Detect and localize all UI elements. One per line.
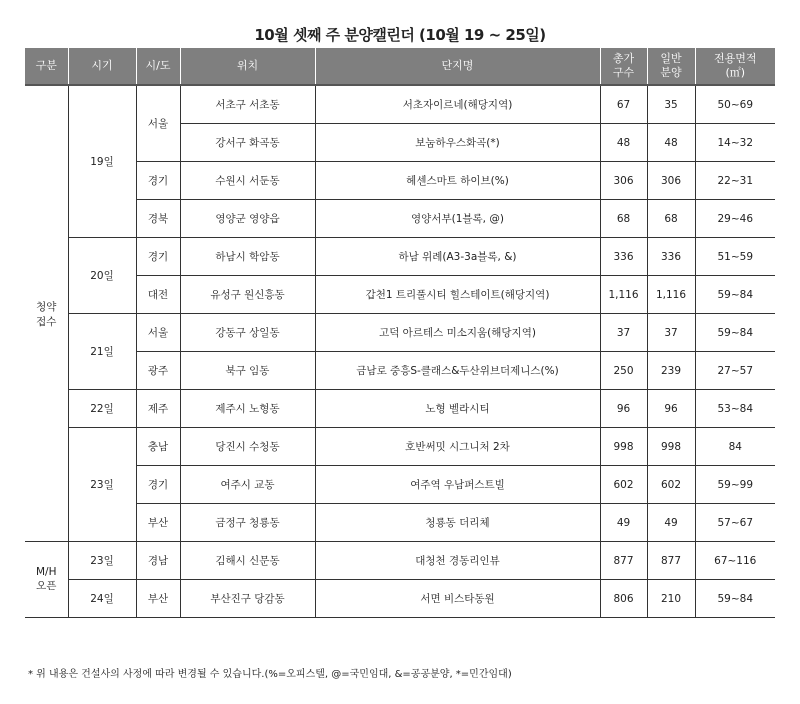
area-cell: 27~57 bbox=[695, 352, 775, 390]
general-sale-cell: 210 bbox=[647, 580, 695, 618]
header-row bbox=[25, 48, 775, 85]
general-sale-cell: 37 bbox=[647, 314, 695, 352]
location-cell: 여주시 교동 bbox=[180, 466, 315, 504]
table-row bbox=[25, 314, 775, 352]
footnote: * 위 내용은 건설사의 사정에 따라 변경될 수 있습니다.(%=오피스텔, @=국민임대, &=공공분양, *=민간임대) bbox=[28, 669, 512, 680]
date-cell: 23일 bbox=[68, 428, 136, 542]
complex-name-cell: 호반써밋 시그니처 2차 bbox=[315, 428, 600, 466]
area-cell: 84 bbox=[695, 428, 775, 466]
date-cell: 23일 bbox=[68, 542, 136, 580]
complex-name-cell: 고덕 아르테스 미소지움(해당지역) bbox=[315, 314, 600, 352]
date-cell: 22일 bbox=[68, 390, 136, 428]
area-cell: 67~116 bbox=[695, 542, 775, 580]
total-units-cell: 1,116 bbox=[600, 276, 647, 314]
region-cell: 경북 bbox=[136, 200, 180, 238]
general-sale-cell: 49 bbox=[647, 504, 695, 542]
header-general-sale: 일반 분양 bbox=[647, 48, 695, 85]
general-sale-cell: 239 bbox=[647, 352, 695, 390]
complex-name-cell: 서초자이르네(해당지역) bbox=[315, 85, 600, 124]
complex-name-cell: 노형 벨라시티 bbox=[315, 390, 600, 428]
area-cell: 22~31 bbox=[695, 162, 775, 200]
area-cell: 50~69 bbox=[695, 85, 775, 124]
table-row bbox=[25, 542, 775, 580]
area-cell: 59~84 bbox=[695, 314, 775, 352]
area-cell: 29~46 bbox=[695, 200, 775, 238]
complex-name-cell: 영양서부(1블록, @) bbox=[315, 200, 600, 238]
location-cell: 수원시 서둔동 bbox=[180, 162, 315, 200]
table-row bbox=[25, 238, 775, 276]
total-units-cell: 96 bbox=[600, 390, 647, 428]
region-cell: 제주 bbox=[136, 390, 180, 428]
region-cell: 서울 bbox=[136, 85, 180, 162]
total-units-cell: 37 bbox=[600, 314, 647, 352]
table-row bbox=[25, 200, 775, 238]
complex-name-cell: 헤센스마트 하이브(%) bbox=[315, 162, 600, 200]
location-cell: 강동구 상일동 bbox=[180, 314, 315, 352]
total-units-cell: 68 bbox=[600, 200, 647, 238]
total-units-cell: 602 bbox=[600, 466, 647, 504]
total-units-cell: 806 bbox=[600, 580, 647, 618]
complex-name-cell: 하남 위례(A3-3a블록, &) bbox=[315, 238, 600, 276]
date-cell: 21일 bbox=[68, 314, 136, 390]
area-cell: 53~84 bbox=[695, 390, 775, 428]
general-sale-cell: 96 bbox=[647, 390, 695, 428]
location-cell: 북구 임동 bbox=[180, 352, 315, 390]
general-sale-cell: 1,116 bbox=[647, 276, 695, 314]
general-sale-cell: 68 bbox=[647, 200, 695, 238]
total-units-cell: 306 bbox=[600, 162, 647, 200]
header-region: 시/도 bbox=[136, 48, 180, 85]
page-title: 10월 셋째 주 분양캘린더 (10월 19 ~ 25일) bbox=[254, 26, 546, 44]
complex-name-cell: 청룡동 더리체 bbox=[315, 504, 600, 542]
region-cell: 충남 bbox=[136, 428, 180, 466]
location-cell: 영양군 영양읍 bbox=[180, 200, 315, 238]
table-row bbox=[25, 162, 775, 200]
region-cell: 경남 bbox=[136, 542, 180, 580]
date-cell: 19일 bbox=[68, 85, 136, 238]
location-cell: 제주시 노형동 bbox=[180, 390, 315, 428]
area-cell: 59~99 bbox=[695, 466, 775, 504]
table-row bbox=[25, 504, 775, 542]
area-cell: 59~84 bbox=[695, 276, 775, 314]
total-units-cell: 250 bbox=[600, 352, 647, 390]
header-area: 전용면적 (㎡) bbox=[695, 48, 775, 85]
general-sale-cell: 336 bbox=[647, 238, 695, 276]
region-cell: 경기 bbox=[136, 466, 180, 504]
region-cell: 광주 bbox=[136, 352, 180, 390]
complex-name-cell: 대청천 경동리인뷰 bbox=[315, 542, 600, 580]
header-date: 시기 bbox=[68, 48, 136, 85]
area-cell: 51~59 bbox=[695, 238, 775, 276]
complex-name-cell: 금남로 중흥S-클래스&두산위브더제니스(%) bbox=[315, 352, 600, 390]
general-sale-cell: 998 bbox=[647, 428, 695, 466]
table-row bbox=[25, 428, 775, 466]
region-cell: 부산 bbox=[136, 504, 180, 542]
location-cell: 금정구 청룡동 bbox=[180, 504, 315, 542]
location-cell: 서초구 서초동 bbox=[180, 85, 315, 124]
location-cell: 부산진구 당감동 bbox=[180, 580, 315, 618]
date-cell: 20일 bbox=[68, 238, 136, 314]
header-category: 구분 bbox=[25, 48, 68, 85]
header-total-units: 총가 구수 bbox=[600, 48, 647, 85]
calendar-table bbox=[25, 48, 775, 618]
table-row bbox=[25, 466, 775, 504]
area-cell: 59~84 bbox=[695, 580, 775, 618]
area-cell: 14~32 bbox=[695, 124, 775, 162]
table-row bbox=[25, 276, 775, 314]
date-cell: 24일 bbox=[68, 580, 136, 618]
table-row bbox=[25, 352, 775, 390]
total-units-cell: 877 bbox=[600, 542, 647, 580]
complex-name-cell: 여주역 우남퍼스트빌 bbox=[315, 466, 600, 504]
table-row bbox=[25, 390, 775, 428]
category-cell: 청약 접수 bbox=[25, 85, 68, 542]
location-cell: 당진시 수청동 bbox=[180, 428, 315, 466]
region-cell: 경기 bbox=[136, 162, 180, 200]
table-row bbox=[25, 580, 775, 618]
table-row bbox=[25, 85, 775, 124]
complex-name-cell: 보눔하우스화곡(*) bbox=[315, 124, 600, 162]
location-cell: 강서구 화곡동 bbox=[180, 124, 315, 162]
general-sale-cell: 35 bbox=[647, 85, 695, 124]
region-cell: 경기 bbox=[136, 238, 180, 276]
location-cell: 유성구 원신흥동 bbox=[180, 276, 315, 314]
region-cell: 대전 bbox=[136, 276, 180, 314]
header-complex: 단지명 bbox=[315, 48, 600, 85]
header-location: 위치 bbox=[180, 48, 315, 85]
general-sale-cell: 48 bbox=[647, 124, 695, 162]
location-cell: 김해시 신문동 bbox=[180, 542, 315, 580]
region-cell: 부산 bbox=[136, 580, 180, 618]
category-cell: M/H 오픈 bbox=[25, 542, 68, 618]
area-cell: 57~67 bbox=[695, 504, 775, 542]
total-units-cell: 998 bbox=[600, 428, 647, 466]
total-units-cell: 67 bbox=[600, 85, 647, 124]
total-units-cell: 49 bbox=[600, 504, 647, 542]
general-sale-cell: 877 bbox=[647, 542, 695, 580]
location-cell: 하남시 학암동 bbox=[180, 238, 315, 276]
complex-name-cell: 갑천1 트리풀시티 힐스테이트(해당지역) bbox=[315, 276, 600, 314]
general-sale-cell: 602 bbox=[647, 466, 695, 504]
total-units-cell: 48 bbox=[600, 124, 647, 162]
region-cell: 서울 bbox=[136, 314, 180, 352]
total-units-cell: 336 bbox=[600, 238, 647, 276]
complex-name-cell: 서면 비스타동원 bbox=[315, 580, 600, 618]
general-sale-cell: 306 bbox=[647, 162, 695, 200]
